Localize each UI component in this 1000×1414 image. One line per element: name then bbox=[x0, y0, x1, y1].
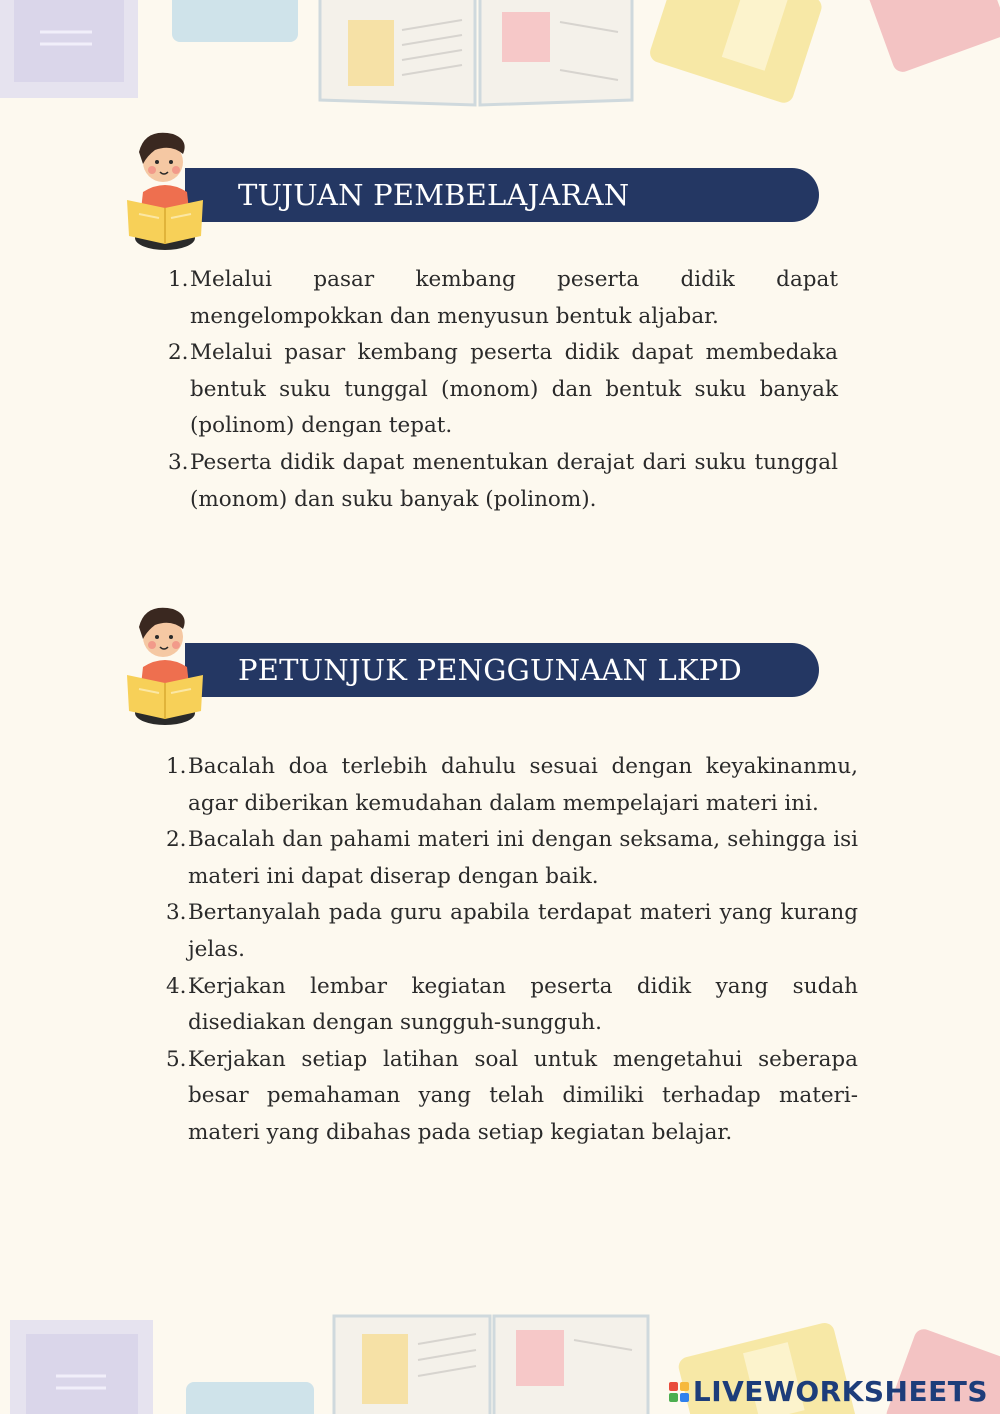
section-header-petunjuk bbox=[125, 605, 820, 735]
item-text: Bertanyalah pada guru apabila terdapat materi yang kurang jelas. bbox=[188, 900, 858, 962]
item-number: 2. bbox=[168, 340, 189, 366]
list-item bbox=[166, 822, 858, 895]
list-item bbox=[168, 335, 838, 445]
brand-grid-icon bbox=[669, 1382, 689, 1402]
item-number: 2. bbox=[166, 827, 187, 853]
list-item bbox=[168, 445, 838, 518]
list-item bbox=[168, 262, 838, 335]
item-number: 5. bbox=[166, 1046, 187, 1072]
learning-objectives-list bbox=[168, 262, 838, 518]
instructions-list bbox=[166, 749, 858, 1152]
brand-label: LIVEWORKSHEETS bbox=[692, 1375, 988, 1408]
item-number: 1. bbox=[166, 754, 187, 779]
top-books-decoration bbox=[0, 0, 1000, 115]
item-number: 1. bbox=[168, 267, 189, 292]
item-text: Melalui pasar kembang peserta didik dapat mengelompokkan dan menyusun bentuk aljabar. bbox=[190, 267, 838, 329]
item-text: Kerjakan setiap latihan soal untuk mengetahui seberapa besar pemahaman yang telah dimiliki terhadap materi-materi yang dibahas pada setiap kegiatan belajar. bbox=[188, 1046, 858, 1145]
reading-kid-icon bbox=[125, 605, 205, 730]
item-text: Bacalah dan pahami materi ini dengan seksama, sehingga isi materi ini dapat diserap dengan baik. bbox=[188, 827, 858, 889]
section-title: PETUNJUK PENGGUNAAN LKPD bbox=[238, 653, 742, 687]
section-title: TUJUAN PEMBELAJARAN bbox=[238, 178, 630, 212]
section-header-tujuan bbox=[125, 130, 820, 260]
list-item bbox=[166, 1042, 858, 1152]
item-text: Kerjakan lembar kegiatan peserta didik yang sudah disediakan dengan sungguh-sungguh. bbox=[188, 973, 858, 1036]
item-text: Peserta didik dapat menentukan derajat dari suku tunggal (monom) dan suku banyak (polinom). bbox=[190, 449, 838, 512]
list-item bbox=[166, 895, 858, 968]
item-text: Bacalah doa terlebih dahulu sesuai dengan keyakinanmu, agar diberikan kemudahan dalam mempelajari materi ini. bbox=[188, 754, 858, 816]
liveworksheets-logo[interactable] bbox=[669, 1375, 988, 1408]
item-text: Melalui pasar kembang peserta didik dapat membedaka bentuk suku tunggal (monom) dan bentuk suku banyak (polinom) dengan tepat. bbox=[190, 340, 838, 439]
item-number: 4. bbox=[166, 973, 187, 999]
list-item bbox=[166, 749, 858, 822]
reading-kid-icon bbox=[125, 130, 205, 255]
item-number: 3. bbox=[168, 449, 189, 475]
list-item bbox=[166, 969, 858, 1042]
item-number: 3. bbox=[166, 900, 187, 926]
